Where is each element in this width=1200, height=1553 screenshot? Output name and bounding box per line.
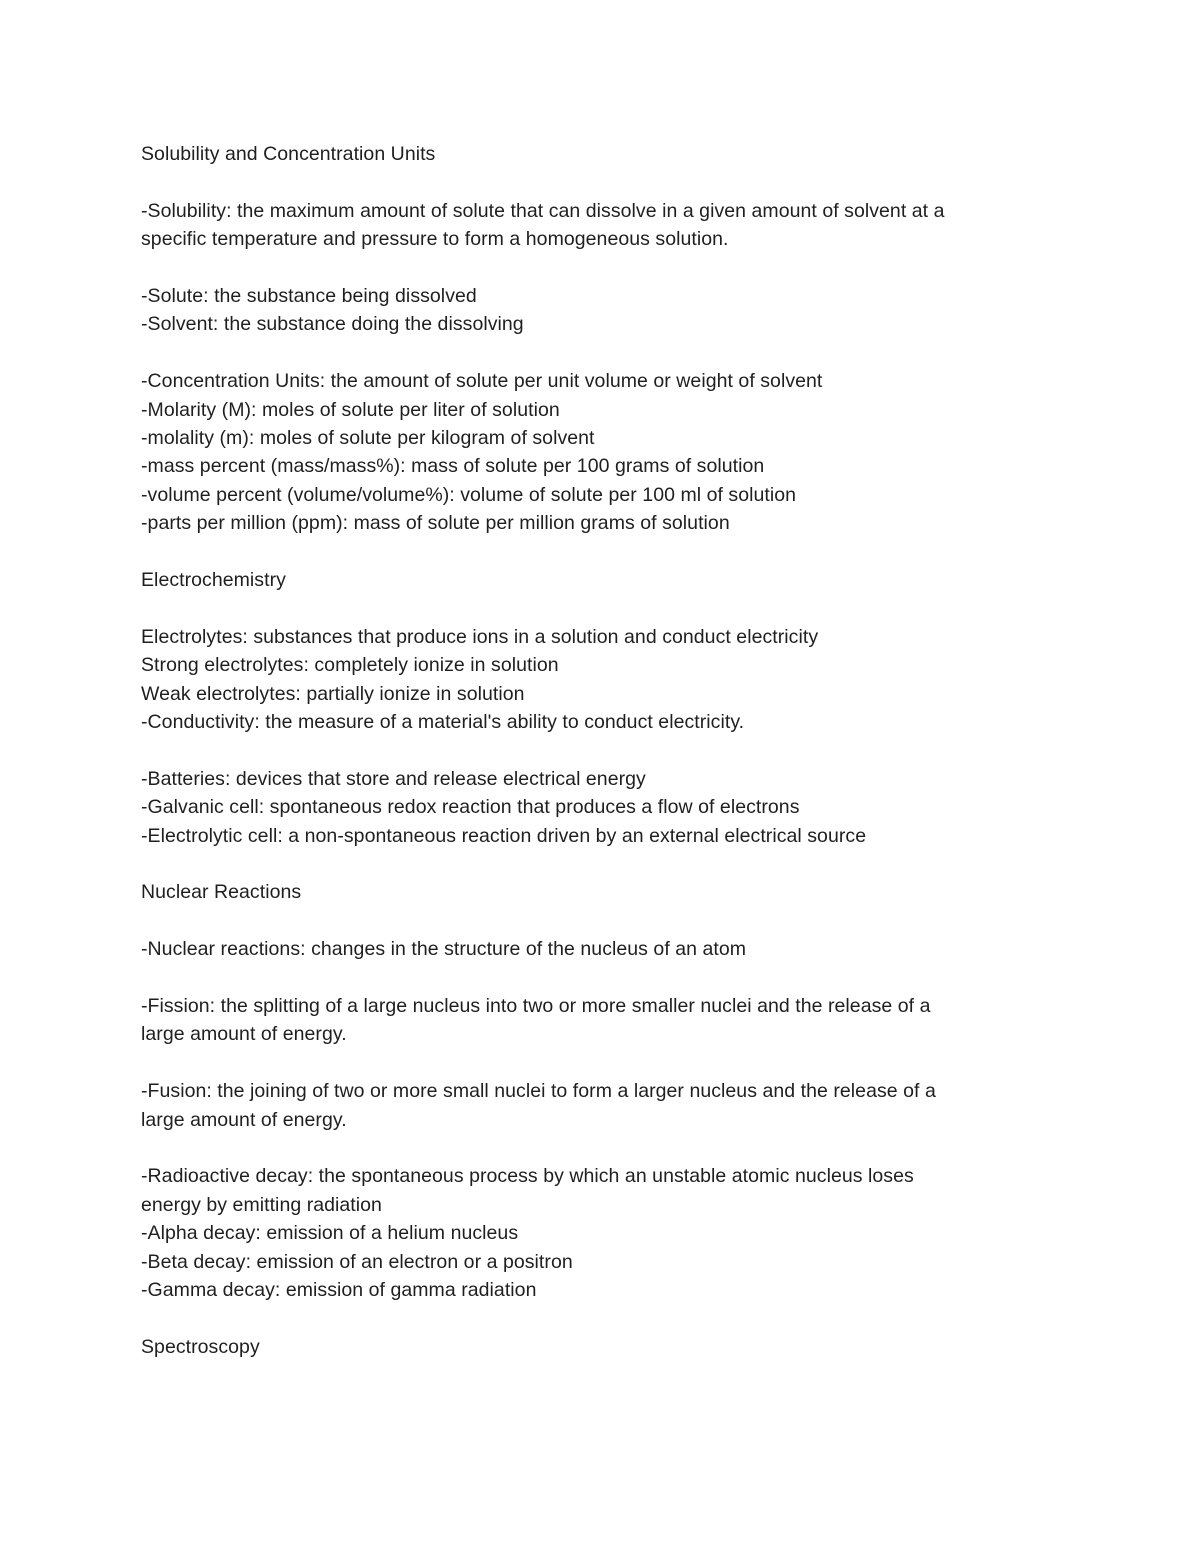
text-line: -Solute: the substance being dissolved xyxy=(141,285,477,307)
text-line: Weak electrolytes: partially ionize in solution xyxy=(141,682,525,705)
blank-line xyxy=(141,1049,1041,1077)
text-line: large amount of energy. xyxy=(141,1023,347,1046)
text-line: -Gamma decay: emission of gamma radiation xyxy=(141,1279,537,1302)
text-line: -Concentration Units: the amount of solute per unit volume or weight of solvent xyxy=(141,370,823,393)
text-line: large amount of energy. xyxy=(141,1108,347,1131)
text-line: -parts per million (ppm): mass of solute per million grams of solution xyxy=(141,512,730,535)
blank-line xyxy=(141,538,1041,566)
text-line: -Solubility: the maximum amount of solute that can dissolve in a given amount of solvent at a xyxy=(141,199,945,222)
text-line: -volume percent (volume/volume%): volume of solute per 100 ml of solution xyxy=(141,483,797,506)
blank-line xyxy=(141,850,1041,878)
blank-line xyxy=(141,736,1041,764)
text-line: -molality (m): moles of solute per kilogram of solvent xyxy=(141,427,595,450)
text-line: -Batteries: devices that store and release electrical energy xyxy=(141,767,646,790)
text-line: -Radioactive decay: the spontaneous process by which an unstable atomic nucleus loses xyxy=(141,1165,914,1188)
text-line: -Beta decay: emission of an electron or a positron xyxy=(141,1250,573,1273)
text-line: -Electrolytic cell: a non-spontaneous reaction driven by an external electrical source xyxy=(141,824,867,847)
text-line: -Molarity (M): moles of solute per liter of solution xyxy=(141,398,560,421)
blank-line xyxy=(141,339,1041,367)
blank-line xyxy=(141,964,1041,992)
text-line: energy by emitting radiation xyxy=(141,1193,382,1216)
blank-line xyxy=(141,1304,1041,1332)
document-body xyxy=(141,140,1041,1361)
text-line: -Nuclear reactions: changes in the structure of the nucleus of an atom xyxy=(141,938,747,961)
blank-line xyxy=(141,907,1041,935)
text-line: -Galvanic cell: spontaneous redox reaction that produces a flow of electrons xyxy=(141,796,800,819)
text-line: -Fusion: the joining of two or more small nuclei to form a larger nucleus and the release of a xyxy=(141,1080,936,1103)
text-line: Strong electrolytes: completely ionize in solution xyxy=(141,654,559,677)
section-heading: Nuclear Reactions xyxy=(141,881,302,904)
text-line: -Solvent: the substance doing the dissolving xyxy=(141,313,524,336)
text-line: -mass percent (mass/mass%): mass of solute per 100 grams of solution xyxy=(141,455,765,478)
section-heading: Solubility and Concentration Units xyxy=(141,143,436,165)
text-line: -Fission: the splitting of a large nucleus into two or more smaller nuclei and the release of a xyxy=(141,995,931,1018)
blank-line xyxy=(141,168,1041,196)
blank-line xyxy=(141,1134,1041,1162)
text-line: -Alpha decay: emission of a helium nucleus xyxy=(141,1222,519,1245)
text-line: specific temperature and pressure to form a homogeneous solution. xyxy=(141,228,729,251)
section-heading: Spectroscopy xyxy=(141,1335,260,1358)
text-line: -Conductivity: the measure of a material's ability to conduct electricity. xyxy=(141,711,745,734)
blank-line xyxy=(141,254,1041,282)
text-line: Electrolytes: substances that produce ions in a solution and conduct electricity xyxy=(141,625,819,648)
section-heading: Electrochemistry xyxy=(141,569,286,592)
blank-line xyxy=(141,594,1041,622)
